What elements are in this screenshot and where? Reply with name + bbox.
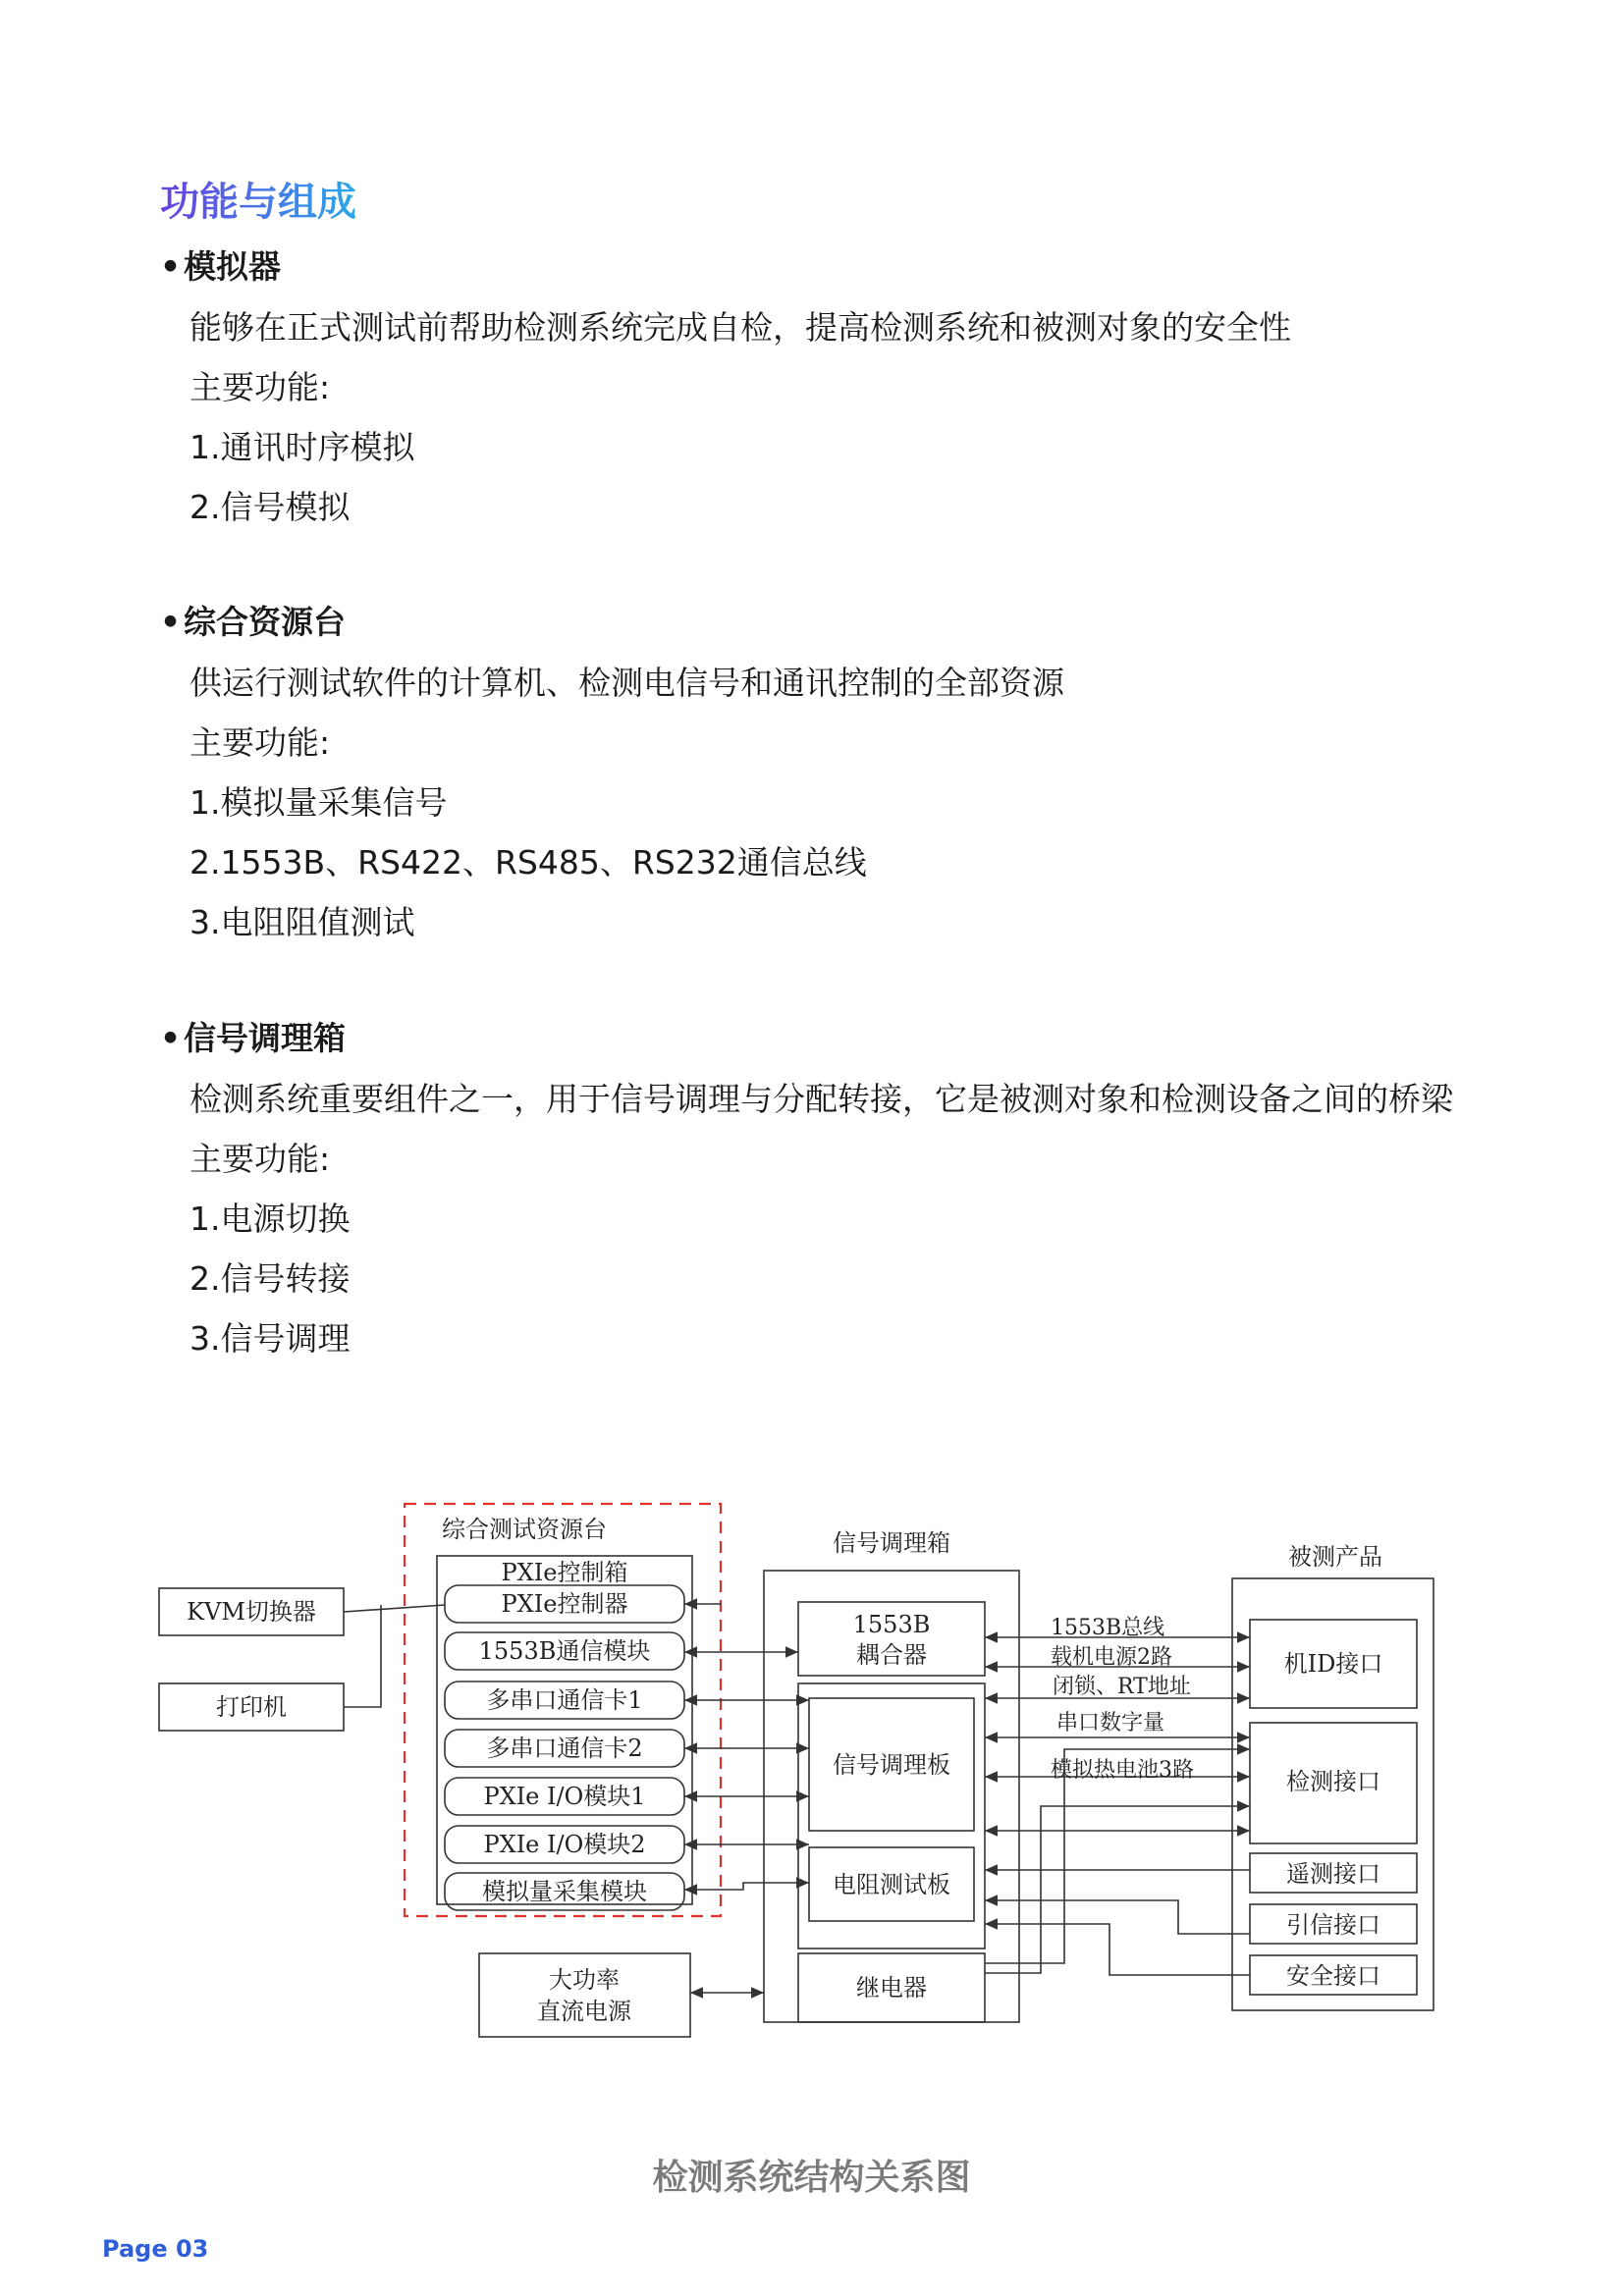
section-simulator	[160, 242, 1535, 537]
module-label: PXIe I/O模块1	[483, 1783, 646, 1810]
signal-label: 闭锁、RT地址	[1053, 1675, 1191, 1699]
module-label: 多串口通信卡2	[486, 1735, 643, 1762]
function-item: 1.通讯时序模拟	[189, 428, 415, 466]
interface-label: 机ID接口	[1283, 1650, 1383, 1678]
product-label: 被测产品	[1288, 1543, 1382, 1571]
section-description: 检测系统重要组件之一，用于信号调理与分配转接，它是被测对象和检测设备之间的桥梁	[189, 1080, 1453, 1118]
pxie-box-label: PXIe控制箱	[501, 1559, 628, 1586]
function-item: 1.模拟量采集信号	[189, 783, 448, 822]
function-item: 1.电源切换	[189, 1200, 351, 1238]
function-item: 3.电阻阻值测试	[189, 903, 415, 941]
signal-label: 载机电源2路	[1051, 1645, 1172, 1670]
section-conditioning-box	[160, 1014, 1535, 1368]
function-item: 2.信号模拟	[189, 488, 351, 526]
resistance-board-label: 电阻测试板	[833, 1871, 950, 1898]
signal-label: 串口数字量	[1056, 1711, 1165, 1735]
functions-label: 主要功能:	[189, 1140, 331, 1178]
section-title-text: 模拟器	[184, 247, 281, 286]
module-label: 1553B通信模块	[478, 1637, 651, 1665]
function-item: 3.信号调理	[189, 1319, 351, 1358]
relay-label: 继电器	[856, 1974, 927, 2002]
module-label: PXIe控制器	[501, 1590, 628, 1618]
module-label: 模拟量采集模块	[482, 1878, 647, 1905]
resource-group-label: 综合测试资源台	[442, 1516, 607, 1543]
interface-label: 遥测接口	[1286, 1860, 1380, 1888]
function-item: 2.1553B、RS422、RS485、RS232通信总线	[189, 843, 867, 881]
function-item: 2.信号转接	[189, 1259, 351, 1298]
section-title: •模拟器	[160, 247, 281, 286]
section-title: •综合资源台	[160, 603, 346, 641]
page-heading: 功能与组成	[160, 171, 356, 227]
interface-label: 检测接口	[1286, 1768, 1380, 1795]
kvm-label: KVM切换器	[187, 1598, 316, 1626]
module-label: 多串口通信卡1	[486, 1686, 643, 1714]
page-number: Page 03	[102, 2235, 209, 2263]
diagram-caption: 检测系统结构关系图	[652, 2158, 971, 2198]
conditioning-board-label: 信号调理板	[833, 1751, 950, 1779]
signal-label: 模拟热电池3路	[1051, 1758, 1194, 1783]
interface-label: 引信接口	[1286, 1911, 1380, 1939]
functions-label: 主要功能:	[189, 723, 331, 762]
coupler-label-1: 1553B	[852, 1611, 931, 1638]
functions-label: 主要功能:	[189, 368, 331, 406]
power-supply-label-1: 大功率	[549, 1966, 620, 1994]
conditioning-label: 信号调理箱	[833, 1529, 950, 1557]
interface-label: 安全接口	[1286, 1962, 1380, 1990]
section-title-text: 综合资源台	[184, 603, 346, 641]
section-description: 能够在正式测试前帮助检测系统完成自检，提高检测系统和被测对象的安全性	[189, 308, 1291, 347]
printer-label: 打印机	[216, 1693, 287, 1721]
signal-label: 1553B总线	[1051, 1616, 1165, 1640]
section-title-text: 信号调理箱	[184, 1019, 346, 1057]
section-resource-station	[160, 598, 1535, 952]
section-description: 供运行测试软件的计算机、检测电信号和通讯控制的全部资源	[189, 664, 1064, 702]
conditioning-inner-box	[798, 1683, 985, 1949]
system-structure-diagram	[147, 1492, 1443, 2061]
coupler-label-2: 耦合器	[856, 1641, 927, 1669]
section-title: •信号调理箱	[160, 1019, 346, 1057]
module-label: PXIe I/O模块2	[483, 1831, 646, 1858]
power-supply-label-2: 直流电源	[537, 1998, 631, 2025]
